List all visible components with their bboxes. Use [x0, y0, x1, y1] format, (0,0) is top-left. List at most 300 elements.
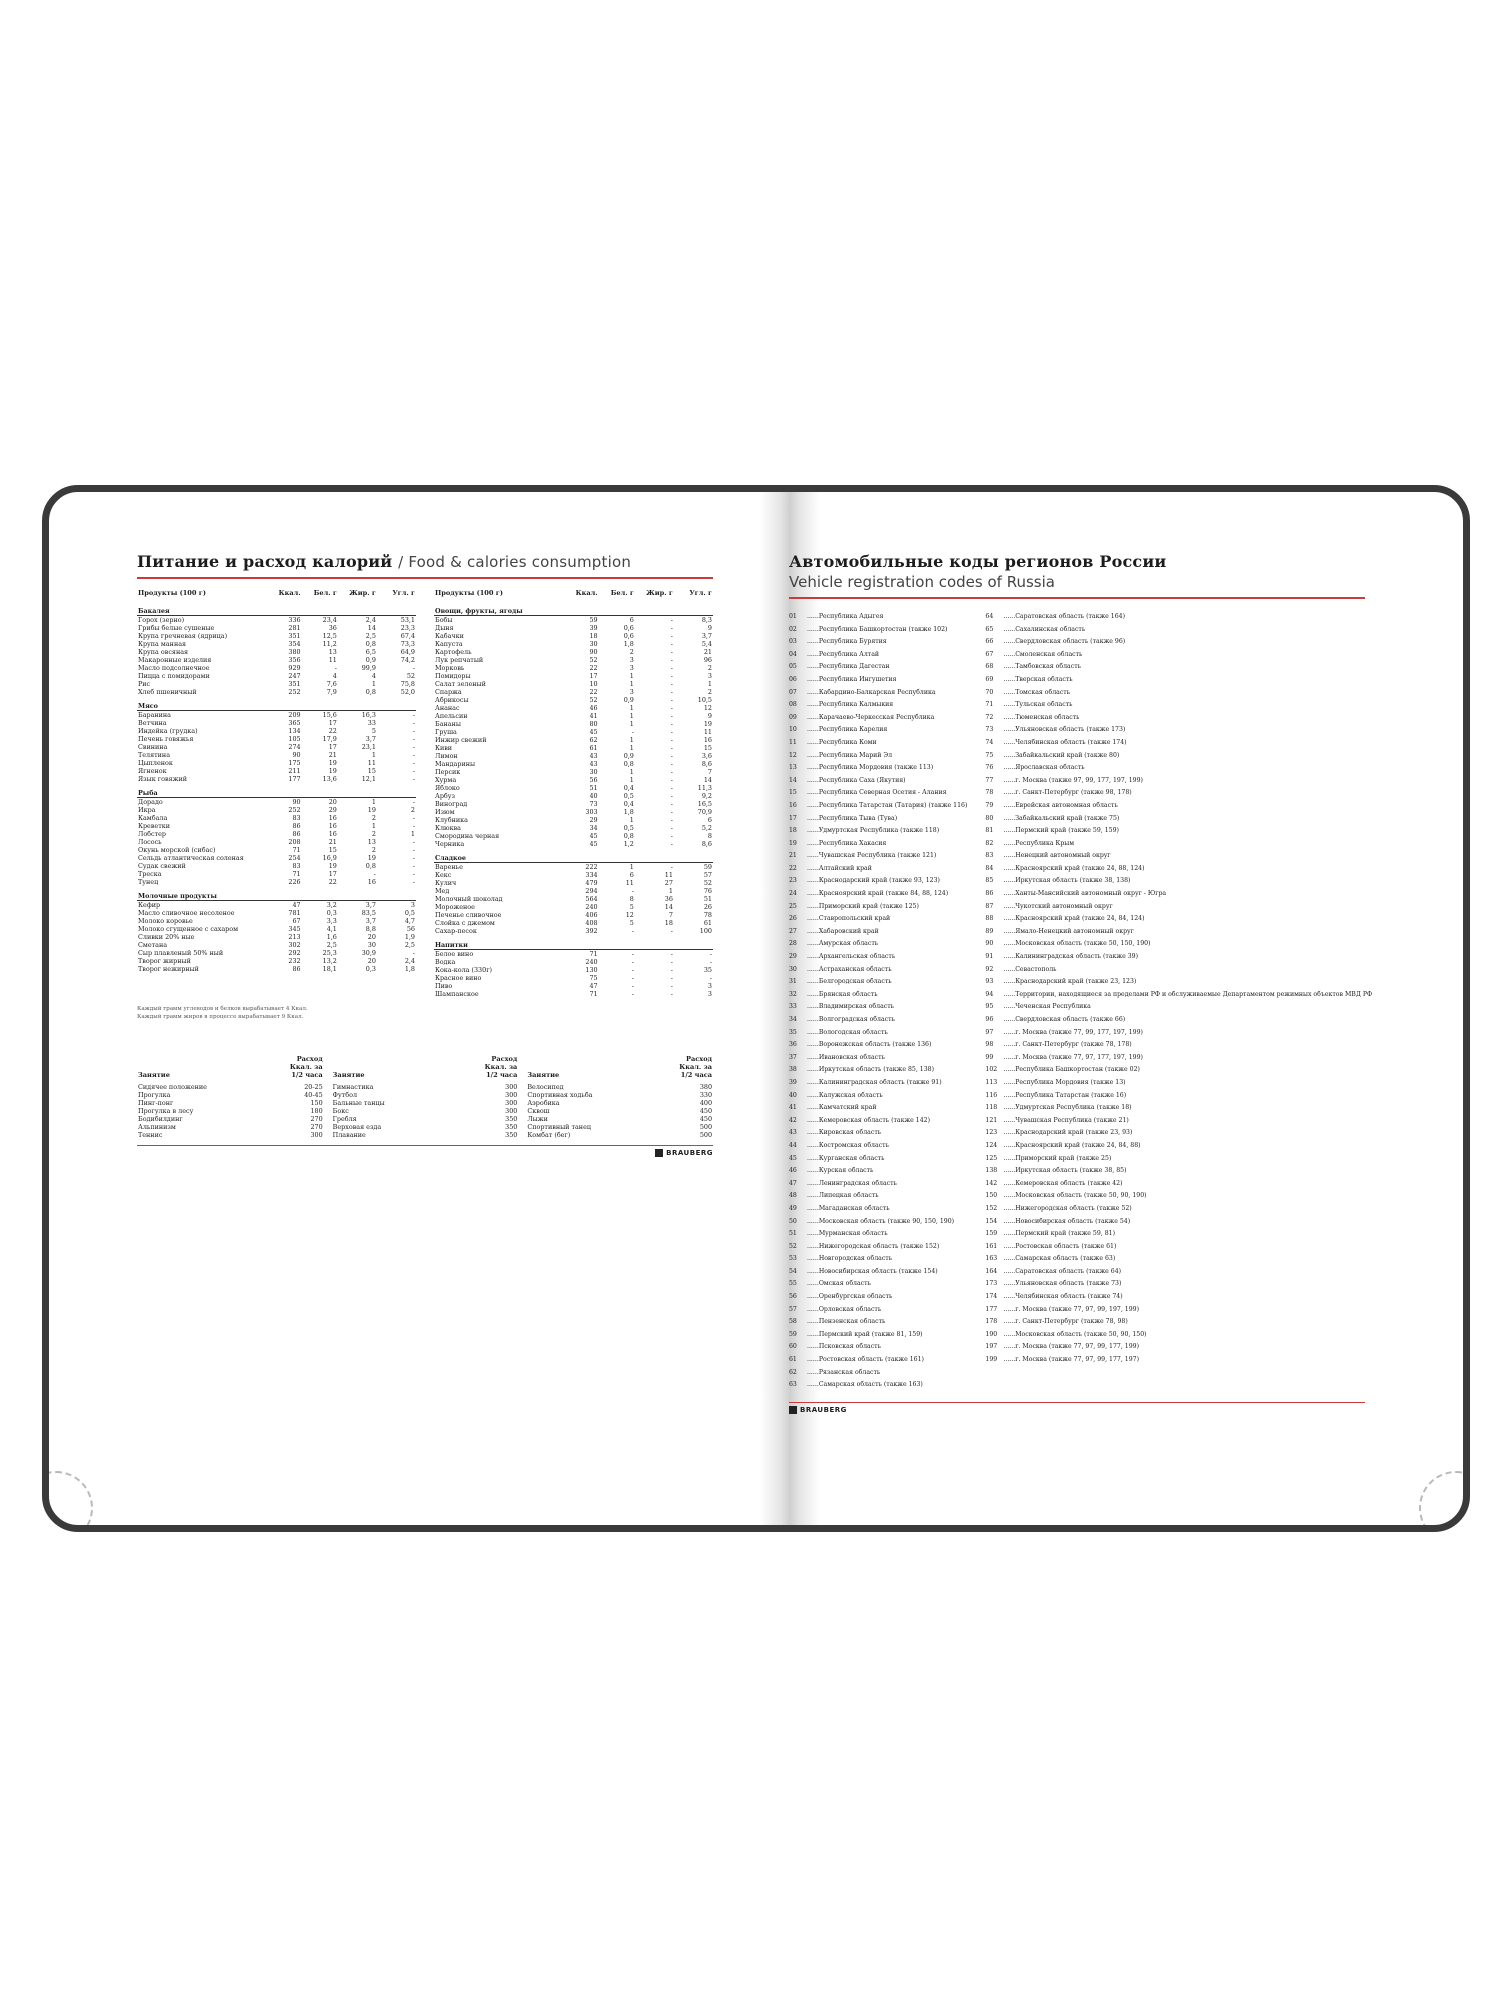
right-page-subtitle: Vehicle registration codes of Russia: [789, 573, 1055, 591]
region-code-number: 142: [985, 1179, 998, 1187]
food-value: 11: [703, 728, 712, 737]
region-code-row: [985, 951, 1372, 964]
food-value: 52,0: [400, 688, 415, 697]
region-code-number: 43: [789, 1129, 797, 1137]
region-code-number: 26: [789, 915, 797, 923]
region-code-name: Пензенская область: [818, 1318, 886, 1326]
food-header-cell: Продукты (100 г): [435, 589, 503, 597]
food-value: 0,5: [404, 909, 415, 918]
food-value: 61: [589, 744, 598, 753]
region-code-name: Иркутская область (также 38, 138): [1015, 877, 1131, 885]
region-code-name: Ленинградская область: [818, 1179, 897, 1187]
region-code-number: 36: [789, 1041, 797, 1049]
region-code-number: 46: [789, 1167, 797, 1175]
activity-rate: 300: [505, 1083, 518, 1092]
food-value: -: [412, 862, 415, 871]
food-value: 12,5: [322, 632, 337, 641]
food-name: Кекс: [435, 871, 452, 880]
food-value: -: [373, 870, 376, 879]
food-row: [137, 822, 416, 830]
region-code-number: 93: [985, 978, 994, 986]
food-value: 43: [589, 752, 598, 761]
food-value: 4: [371, 672, 376, 681]
region-code-name: Свердловская область (также 66): [1015, 1016, 1126, 1023]
food-value: -: [412, 838, 415, 847]
right-bottom-rule: [789, 1402, 1365, 1403]
region-code-row: [985, 875, 1372, 888]
food-value: 3: [707, 672, 712, 681]
region-code-row: [789, 825, 967, 838]
food-section-row: [137, 886, 416, 901]
brand-text: BRAUBERG: [666, 1149, 713, 1158]
region-code-name: Самарская область (также 163): [818, 1381, 923, 1389]
region-code-name: Московская область (также 50, 150, 190): [1015, 940, 1151, 948]
food-value: 2,5: [404, 941, 415, 950]
region-code-row: [985, 888, 1372, 901]
region-code-number: 76: [985, 764, 994, 772]
region-code-number: 87: [985, 902, 994, 910]
region-code-dots: ......: [1003, 1242, 1016, 1250]
region-code-row: [789, 661, 967, 674]
region-code-name: Краснодарский край (также 23, 123): [1015, 978, 1137, 986]
region-code-number: 91: [985, 953, 994, 961]
activity-row: [137, 1123, 324, 1131]
region-code-dots: ......: [807, 663, 819, 671]
food-value: -: [412, 664, 415, 673]
activity-tables: [137, 1055, 713, 1140]
food-value: 16: [328, 822, 337, 831]
region-code-dots: ......: [1003, 890, 1016, 898]
activity-name: Плавание: [332, 1131, 366, 1140]
food-value: -: [670, 824, 673, 833]
food-name: Водка: [435, 958, 456, 967]
region-code-dots: ......: [1003, 1167, 1016, 1175]
region-code-name: Республика Бурятия: [818, 638, 887, 646]
region-code-number: 44: [789, 1141, 797, 1149]
region-code-dots: ......: [1003, 990, 1016, 998]
region-code-row: [985, 863, 1372, 876]
region-code-number: 124: [985, 1141, 998, 1149]
region-code-dots: ......: [1003, 613, 1016, 620]
food-value: 105: [288, 735, 301, 744]
food-name: Клюква: [435, 824, 461, 833]
food-value: 11: [625, 879, 634, 888]
food-value: 252: [288, 806, 301, 815]
food-value: 21: [328, 751, 337, 760]
region-code-row: [985, 1304, 1372, 1317]
region-code-number: 94: [985, 990, 994, 998]
region-code-row: [789, 737, 967, 750]
right-page-title: Автомобильные коды регионов России: [789, 552, 1167, 571]
activity-row: [332, 1131, 519, 1139]
food-name: Креветки: [138, 822, 170, 831]
region-code-dots: ......: [1003, 1267, 1016, 1275]
food-value: -: [670, 974, 673, 983]
region-code-name: Красноярский край (также 24, 84, 124): [1015, 915, 1145, 923]
region-code-dots: ......: [807, 852, 819, 860]
region-code-number: 199: [985, 1356, 998, 1364]
region-code-number: 161: [985, 1242, 998, 1250]
food-row: [137, 632, 416, 640]
food-section-title: Овощи, фрукты, ягоды: [434, 601, 713, 616]
region-code-dots: ......: [1003, 1179, 1016, 1187]
region-code-number: 59: [789, 1330, 797, 1338]
region-code-name: Московская область (также 50, 90, 190): [1015, 1192, 1147, 1200]
food-value: 19: [703, 720, 712, 729]
region-code-name: Псковская область: [818, 1343, 881, 1351]
region-code-name: Тульская область: [1015, 701, 1073, 709]
activity-rate: 500: [699, 1123, 713, 1132]
food-name: Индейка (грудка): [138, 727, 198, 736]
region-code-number: 89: [985, 927, 994, 935]
region-code-dots: ......: [1003, 1255, 1016, 1263]
region-code-row: [789, 1253, 967, 1266]
region-code-row: [985, 775, 1372, 788]
food-row: [434, 680, 713, 688]
corner-dash-right: [1419, 1471, 1470, 1532]
region-code-dots: ......: [807, 1305, 819, 1313]
activity-row: [526, 1123, 713, 1131]
activity-row: [332, 1099, 519, 1107]
region-code-name: г. Москва (также 77, 97, 99, 177, 197): [1015, 1356, 1140, 1364]
food-section-row: [434, 848, 713, 863]
food-value: 16: [703, 736, 712, 745]
activity-rate: 330: [699, 1091, 713, 1100]
region-code-row: [789, 1379, 967, 1392]
region-code-number: 81: [985, 827, 994, 835]
food-value: 36: [664, 895, 673, 904]
region-code-name: Республика Марий Эл: [818, 751, 893, 759]
food-value: -: [670, 840, 673, 849]
region-code-number: 15: [789, 789, 797, 797]
food-value: 43: [589, 760, 598, 769]
food-value: 74,2: [400, 656, 415, 665]
food-name: Баранина: [138, 711, 171, 720]
food-row: [137, 949, 416, 957]
region-code-name: Ульяновская область (также 73): [1015, 1280, 1122, 1288]
food-value: 71: [292, 846, 301, 855]
region-code-number: 80: [985, 814, 994, 822]
food-value: -: [709, 950, 712, 959]
food-value: 23,4: [322, 616, 337, 625]
region-code-number: 38: [789, 1066, 797, 1074]
region-code-number: 118: [985, 1104, 998, 1112]
food-value: 16,9: [322, 854, 337, 863]
food-name: Яблоко: [435, 784, 460, 793]
food-name: Мандарины: [435, 760, 476, 769]
food-value: 130: [585, 966, 598, 975]
food-value: -: [670, 712, 673, 721]
region-code-row: [789, 875, 967, 888]
food-value: 15,6: [322, 711, 337, 720]
food-name: Судак свежий: [138, 862, 186, 871]
food-value: 1: [629, 736, 634, 745]
food-value: -: [631, 974, 634, 983]
region-code-name: Кабардино-Балкарская Республика: [818, 688, 936, 696]
food-name: Бобы: [435, 616, 453, 625]
region-code-name: Нижегородская область (также 152): [818, 1242, 940, 1250]
activity-row: [526, 1131, 713, 1139]
food-row: [434, 760, 713, 768]
region-code-number: 63: [789, 1381, 797, 1389]
region-code-dots: ......: [1003, 1330, 1016, 1338]
food-header-cell: Жир. г: [349, 589, 376, 597]
title-rule-right: [789, 597, 1365, 599]
food-table-right: [434, 589, 713, 998]
food-value: 1: [371, 680, 376, 689]
region-code-name: Владимирская область: [818, 1003, 895, 1011]
food-value: 3,7: [701, 632, 712, 641]
region-code-dots: ......: [807, 1141, 819, 1149]
food-value: 5: [629, 919, 634, 928]
region-code-number: 190: [985, 1330, 998, 1338]
region-code-dots: ......: [1003, 877, 1016, 885]
food-value: 30: [589, 640, 598, 649]
food-value: 222: [585, 863, 598, 872]
food-value: -: [670, 816, 673, 825]
food-value: 1: [629, 704, 634, 713]
activity-rate: 180: [310, 1107, 323, 1116]
food-name: Свинина: [138, 743, 168, 752]
food-value: 1,9: [404, 933, 415, 942]
food-name: Ветчина: [138, 719, 167, 728]
food-value: 76: [703, 887, 712, 896]
region-code-row: [789, 1329, 967, 1342]
food-name: Мед: [435, 887, 450, 896]
region-code-name: Новгородская область: [818, 1255, 893, 1263]
region-code-dots: ......: [1003, 1016, 1016, 1023]
food-value: 52: [703, 879, 712, 888]
region-code-number: 21: [789, 852, 797, 860]
region-code-row: [985, 1216, 1372, 1229]
region-code-name: г. Санкт-Петербург (также 78, 98): [1015, 1318, 1128, 1326]
food-value: -: [412, 735, 415, 744]
region-code-number: 04: [789, 650, 797, 658]
region-code-number: 102: [985, 1066, 998, 1074]
activity-row: [526, 1115, 713, 1123]
activity-rate: 350: [505, 1123, 518, 1132]
region-code-number: 12: [789, 751, 797, 759]
food-value: -: [670, 704, 673, 713]
region-code-name: Республика Башкортостан (также 02): [1015, 1066, 1140, 1074]
activity-name: Бальные танцы: [332, 1099, 385, 1108]
food-value: 6: [629, 616, 634, 625]
region-code-row: [789, 976, 967, 989]
region-code-number: 23: [789, 877, 797, 885]
food-value: 209: [288, 711, 301, 720]
food-value: -: [670, 680, 673, 689]
activity-row: [137, 1131, 324, 1139]
activity-rate: 40-45: [304, 1091, 323, 1100]
food-value: 274: [288, 743, 301, 752]
food-row: [434, 863, 713, 872]
food-value: -: [631, 966, 634, 975]
food-value: 23,1: [361, 743, 376, 752]
region-code-dots: ......: [807, 1293, 819, 1301]
activity-rate: 300: [505, 1107, 518, 1116]
region-code-name: Ивановская область: [818, 1053, 885, 1061]
region-code-dots: ......: [1003, 852, 1016, 860]
food-value: -: [412, 719, 415, 728]
region-code-dots: ......: [807, 877, 819, 885]
region-code-number: 85: [985, 877, 994, 885]
region-code-name: Тамбовская область: [1015, 663, 1081, 671]
region-code-name: Забайкальский край (также 80): [1015, 751, 1120, 759]
food-value: 30: [367, 941, 376, 950]
food-name: Тунец: [138, 878, 159, 887]
region-code-name: г. Москва (также 77, 97, 99, 177, 199): [1015, 1343, 1140, 1351]
food-header-cell: Бел. г: [313, 589, 337, 597]
food-name: Инжир свежий: [435, 736, 487, 745]
region-code-row: [789, 636, 967, 649]
food-name: Сыр плавленый 50% ный: [138, 949, 224, 958]
food-value: 226: [288, 878, 301, 887]
region-code-number: 123: [985, 1129, 998, 1137]
food-name: Помидоры: [435, 672, 471, 681]
region-code-name: Республика Мордовия (также 13): [1015, 1078, 1126, 1086]
region-code-row: [789, 1102, 967, 1115]
region-code-dots: ......: [1003, 1280, 1016, 1288]
food-value: 1: [629, 863, 634, 872]
activity-row: [137, 1107, 324, 1115]
food-value: 1: [629, 816, 634, 825]
region-code-row: [985, 724, 1372, 737]
region-code-name: Астраханская область: [818, 965, 892, 973]
region-codes-column-right: [985, 611, 1372, 1392]
food-row: [434, 696, 713, 704]
food-row: [434, 974, 713, 982]
region-code-row: [789, 938, 967, 951]
activity-name: Спортивный танец: [527, 1123, 591, 1132]
food-value: -: [670, 624, 673, 633]
activity-name: Альпинизм: [138, 1123, 176, 1132]
food-value: 2,4: [404, 957, 415, 966]
region-code-number: 30: [789, 965, 797, 973]
region-code-dots: ......: [807, 1368, 819, 1376]
activity-row: [137, 1091, 324, 1099]
region-code-name: Ямало-Ненецкий автономный округ: [1015, 927, 1134, 935]
activity-rate: 300: [505, 1099, 518, 1108]
activity-table: [332, 1055, 519, 1140]
region-code-number: 96: [985, 1016, 994, 1023]
region-code-dots: ......: [1003, 940, 1016, 948]
right-page: [789, 552, 1373, 1414]
food-value: 90: [589, 648, 598, 657]
region-code-row: [789, 1165, 967, 1178]
food-value: 19: [328, 767, 337, 776]
region-code-number: 159: [985, 1230, 998, 1238]
region-code-number: 29: [789, 953, 797, 961]
food-name: Дорадо: [138, 798, 163, 807]
region-code-dots: ......: [807, 1242, 819, 1250]
region-code-name: Амурская область: [818, 940, 879, 948]
food-name: Изюм: [435, 808, 455, 817]
food-column-right: [434, 589, 713, 998]
region-code-number: 73: [985, 726, 994, 734]
food-name: Кока-кола (330г): [435, 966, 493, 975]
region-code-row: [789, 1077, 967, 1090]
food-name: Груша: [435, 728, 457, 737]
food-name: Макаронные изделия: [138, 656, 212, 665]
food-value: -: [670, 990, 673, 999]
region-code-number: 69: [985, 675, 994, 683]
food-name: Белое вино: [435, 950, 474, 959]
food-value: 0,4: [623, 800, 634, 809]
food-value: 71: [292, 870, 301, 879]
region-code-name: Республика Хакасия: [818, 839, 887, 847]
food-row: [434, 736, 713, 744]
region-code-dots: ......: [1003, 675, 1016, 683]
region-code-name: г. Санкт-Петербург (также 78, 178): [1015, 1041, 1132, 1049]
region-code-number: 37: [789, 1053, 797, 1061]
region-code-row: [789, 611, 967, 624]
region-code-row: [985, 913, 1372, 926]
food-header-cell: Угл. г: [689, 589, 712, 597]
food-value: 1: [629, 712, 634, 721]
region-code-dots: ......: [1003, 1141, 1016, 1149]
region-code-number: 50: [789, 1217, 797, 1225]
food-value: 380: [288, 648, 301, 657]
region-code-dots: ......: [1003, 927, 1016, 935]
food-value: 19: [328, 862, 337, 871]
region-code-row: [985, 649, 1372, 662]
region-code-row: [985, 674, 1372, 687]
food-value: 45: [589, 832, 598, 841]
region-code-name: Республика Саха (Якутия): [818, 776, 906, 784]
food-value: 75: [589, 974, 598, 983]
region-code-dots: ......: [1003, 953, 1016, 961]
food-row: [137, 933, 416, 941]
region-code-number: 152: [985, 1204, 998, 1212]
region-code-number: 13: [789, 764, 797, 772]
region-code-dots: ......: [807, 839, 819, 847]
food-value: 9,2: [701, 792, 712, 801]
region-code-number: 116: [985, 1091, 998, 1099]
food-value: 8,3: [701, 616, 712, 625]
food-name: Салат зеленый: [435, 680, 486, 689]
region-code-dots: ......: [1003, 965, 1016, 973]
food-value: 208: [288, 838, 301, 847]
region-code-dots: ......: [807, 915, 819, 923]
food-value: -: [670, 672, 673, 681]
region-code-dots: ......: [807, 890, 819, 898]
food-name: Лосось: [138, 838, 162, 847]
region-code-dots: ......: [1003, 650, 1016, 658]
food-value: 10,5: [697, 696, 712, 705]
region-code-row: [985, 813, 1372, 826]
region-code-name: Забайкальский край (также 75): [1015, 814, 1120, 822]
food-section-title: Бакалея: [137, 601, 416, 616]
food-value: -: [670, 656, 673, 665]
region-code-number: 125: [985, 1154, 998, 1162]
food-value: 15: [328, 846, 337, 855]
region-code-dots: ......: [807, 1381, 819, 1389]
region-code-number: 178: [985, 1318, 998, 1326]
region-code-number: 62: [789, 1368, 797, 1376]
food-value: 22: [589, 688, 598, 697]
food-value: 1: [629, 776, 634, 785]
region-code-number: 45: [789, 1154, 797, 1162]
region-code-number: 14: [789, 776, 797, 784]
food-value: -: [670, 760, 673, 769]
activity-header-label: Занятие: [527, 1071, 560, 1080]
region-code-row: [985, 1316, 1372, 1329]
region-code-row: [789, 1266, 967, 1279]
region-code-dots: ......: [1003, 726, 1016, 734]
food-value: 90: [292, 751, 301, 760]
food-name: Бананы: [435, 720, 461, 729]
food-value: 1: [629, 768, 634, 777]
